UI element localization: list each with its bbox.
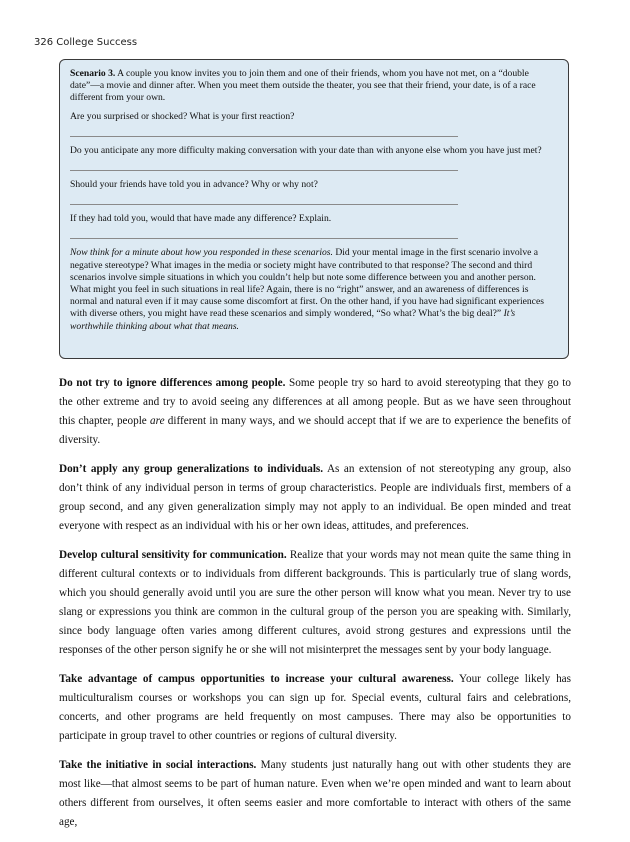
page-header xyxy=(34,37,137,48)
scenario-box xyxy=(59,59,569,359)
scenario-question: If they had told you, would that have made any difference? Explain. xyxy=(70,213,332,225)
scenario-label: Scenario 3. xyxy=(70,68,116,79)
paragraph-text: Realize that your words may not mean quite the same thing in different cultural contexts or to individuals from different backgrounds. This is particularly true of slang words, which you should generally avoid until you are sure the other person will know what you mean. Never try to use slang or expressions you think are common in the cultural group of the person you are speaking with. Similarly, since body language often varies among different cultures, avoid strong gestures and expressions until the responses of the other person signify he or she will not misinterpret the messages sent by your body language. xyxy=(59,549,571,656)
scenario-question: Do you anticipate any more difficulty making conversation with your date than with anyone else whom you have just met? xyxy=(70,144,542,156)
paragraph-heading: Develop cultural sensitivity for communication. xyxy=(59,549,287,561)
page-number: 326 xyxy=(34,37,54,48)
paragraph-heading: Take the initiative in social interactions. xyxy=(59,759,257,771)
paragraph-emphasis: are xyxy=(150,415,165,427)
scenario-question: Are you surprised or shocked? What is your first reaction? xyxy=(70,110,295,122)
scenario-question: Should your friends have told you in advance? Why or why not? xyxy=(70,179,318,191)
paragraph-heading: Do not try to ignore differences among people. xyxy=(59,377,286,389)
book-title: College Success xyxy=(56,37,138,48)
paragraph-heading: Take advantage of campus opportunities to increase your cultural awareness. xyxy=(59,673,454,685)
reflection-italic-end: It’s worthwhile thinking about what that means. xyxy=(70,308,516,332)
paragraph-social-interactions xyxy=(59,756,571,832)
answer-line[interactable] xyxy=(70,238,458,239)
reflection-italic-start: Now think for a minute about how you responded in these scenarios. xyxy=(70,247,333,259)
body-text xyxy=(59,374,571,842)
answer-line[interactable] xyxy=(70,170,458,171)
paragraph-text: Many students just naturally hang out with other students they are most like—that almost seems to be part of human nature. Even when we’re open minded and want to learn about others different from ourselves, it often seems easier and more comfortable to interact with others of the same age, xyxy=(59,759,571,828)
scenario-intro xyxy=(70,68,558,105)
answer-line[interactable] xyxy=(70,136,458,137)
paragraph-cultural-sensitivity xyxy=(59,546,571,660)
paragraph-ignore-differences xyxy=(59,374,571,450)
paragraph-group-generalizations xyxy=(59,460,571,536)
paragraph-campus-opportunities xyxy=(59,670,571,746)
paragraph-heading: Don’t apply any group generalizations to individuals. xyxy=(59,463,324,475)
paragraph-text: different in many ways, and we should accept that if we are to experience the benefits of diversity. xyxy=(59,415,571,446)
paragraph-text: Some people try so hard to avoid stereotyping that they go to the other extreme and try to avoid seeing any differences at all among people. But as we have seen throughout this chapter, people xyxy=(59,377,571,427)
answer-line[interactable] xyxy=(70,204,458,205)
scenario-text: A couple you know invites you to join them and one of their friends, whom you have not met, on a “double date”—a movie and dinner after. When you meet them outside the theater, you see that their friend, your date, is of a race different from your own. xyxy=(70,68,536,104)
reflection-paragraph xyxy=(70,247,558,332)
paragraph-text: Your college likely has multiculturalism courses or workshops you can sign up for. Special events, cultural fairs and celebrations, concerts, and other programs are held frequently on most campuses. There may also be opportunities to participate in group travel to other countries or regions of cultural diversity. xyxy=(59,673,571,742)
paragraph-text: As an extension of not stereotyping any group, also don’t think of any individual person in terms of group characteristics. People are individuals first, members of a group second, and any given generalization simply may not apply to an individual. Be open minded and treat everyone with respect as an individual with his or her own ideas, attitudes, and preferences. xyxy=(59,463,571,532)
reflection-body: Did your mental image in the first scenario involve a negative stereotype? What images in the media or society might have contributed to that response? The second and third scenarios involve simple situations in which you couldn’t help but note some difference between you and another person. What might you feel in such situations in real life? Again, there is no “right” answer, and an awareness of differences is normal and natural even if it may cause some discomfort at first. On the other hand, if you have had significant experiences with diverse others, you might have read these scenarios and simply wondered, “So what? What’s the big deal?” xyxy=(70,247,544,320)
